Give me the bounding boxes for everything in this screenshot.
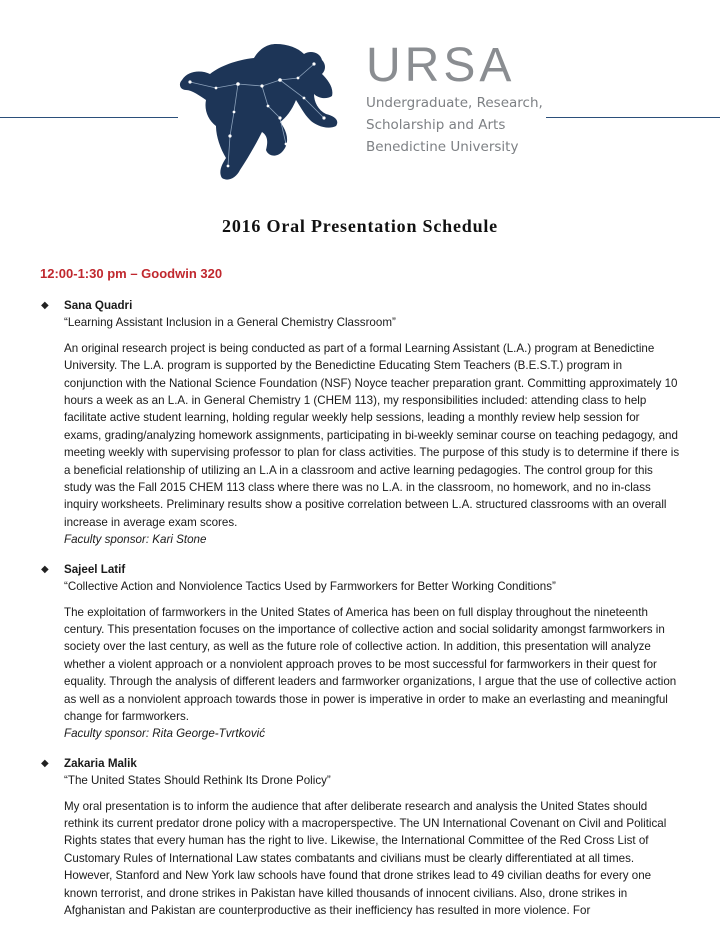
presentation-entry — [40, 755, 680, 920]
logo-line-3: Benedictine University — [366, 139, 519, 155]
diamond-bullet-icon: ◆ — [41, 757, 49, 769]
document-title: 2016 Oral Presentation Schedule — [222, 216, 498, 236]
faculty-sponsor: Faculty sponsor: Rita George-Tvrtković — [64, 727, 266, 741]
faculty-sponsor: Faculty sponsor: Kari Stone — [64, 533, 207, 547]
presentation-title: “Collective Action and Nonviolence Tactics Used by Farmworkers for Better Working Conditions” — [64, 580, 556, 594]
presentation-abstract: An original research project is being conducted as part of a formal Learning Assistant (L.A.) program at Benedictine University. The L.A. program is supported by the Benedictine Educating Stem Teachers (B.E.S.T.) program in conjunction with the National Science Foundation (NSF) Noyce teacher preparation grant. Committing approximately 10 hours a week as an L.A. in General Chemistry 1 (CHEM 113), my responsibilities included: attending class to help facilitate active student learning, holding regular weekly help sessions, leading a monthly review help session for exams, grading/analyzing homework assignments, participating in bi-weekly seminar course on teaching pedagogy, and meeting weekly with supervising professor to plan for class activities. The purpose of this study is to determine if there is a beneficial relationship of utilizing an L.A in a classroom and active learning pedagogies. The control group for this study was the Fall 2015 CHEM 113 class where there was no L.A. in the classroom, no homework, and no in-class inquiry worksheets. Preliminary results show a positive correlation between L.A. structured classrooms with an overall increase in average exam scores. — [64, 341, 680, 529]
page-header — [0, 0, 720, 200]
presentation-entry — [40, 297, 680, 549]
presentation-abstract: The exploitation of farmworkers in the United States of America has been on full display throughout the nineteenth century. This presentation focuses on the importance of collective action and social solidarity amongst farmworkers in society over the last century, as well as the future role of collective action. In addition, this presentation will analyze whether a violent approach or a nonviolent approach proves to be most successful for farmworkers in their quest for equality. Through the analysis of different leaders and farmworker organizations, I argue that the use of collective action as well as a nonviolent approach towards those in power is imperative in order to make an everlasting and meaningful change for farmworkers. — [64, 605, 677, 723]
header-rule-left — [0, 117, 178, 118]
header-rule-right — [546, 117, 720, 118]
session-heading: 12:00-1:30 pm – Goodwin 320 — [40, 266, 223, 281]
presenter-name: Sana Quadri — [64, 299, 133, 312]
presentation-title: “Learning Assistant Inclusion in a General Chemistry Classroom” — [64, 316, 396, 330]
logo-ursa: URSA — [366, 39, 516, 92]
presenter-name: Zakaria Malik — [64, 756, 137, 770]
presentation-abstract: My oral presentation is to inform the audience that after deliberate research and analysis the United States should rethink its current predator drone policy with a macroperspective. The UN International Covenant on Civil and Political Rights states that every human has the right to live. Likewise, the International Committee of the Red Cross List of Customary Rules of International Law states combatants and civilians must be clearly differentiated at all times. However, Stanford and New York law schools have found that drone strikes lead to 49 civilian deaths for every one known terrorist, and drone strikes in Pakistan have killed thousands of innocent civilians. Also, drone strikes in Afghanistan and Pakistan are counterproductive as their inefficiency has resulted in more violence. For — [64, 799, 667, 917]
presentation-list — [40, 297, 680, 931]
logo-line-2: Scholarship and Arts — [366, 117, 506, 133]
diamond-bullet-icon: ◆ — [41, 563, 49, 575]
presentation-entry — [40, 561, 680, 743]
logo-wordmark — [366, 40, 543, 158]
presentation-title: “The United States Should Rethink Its Drone Policy” — [64, 774, 331, 788]
presenter-name: Sajeel Latif — [64, 562, 126, 576]
logo-line-1: Undergraduate, Research, — [366, 95, 543, 111]
ursa-bear-constellation-logo — [176, 40, 356, 186]
diamond-bullet-icon: ◆ — [41, 300, 49, 311]
